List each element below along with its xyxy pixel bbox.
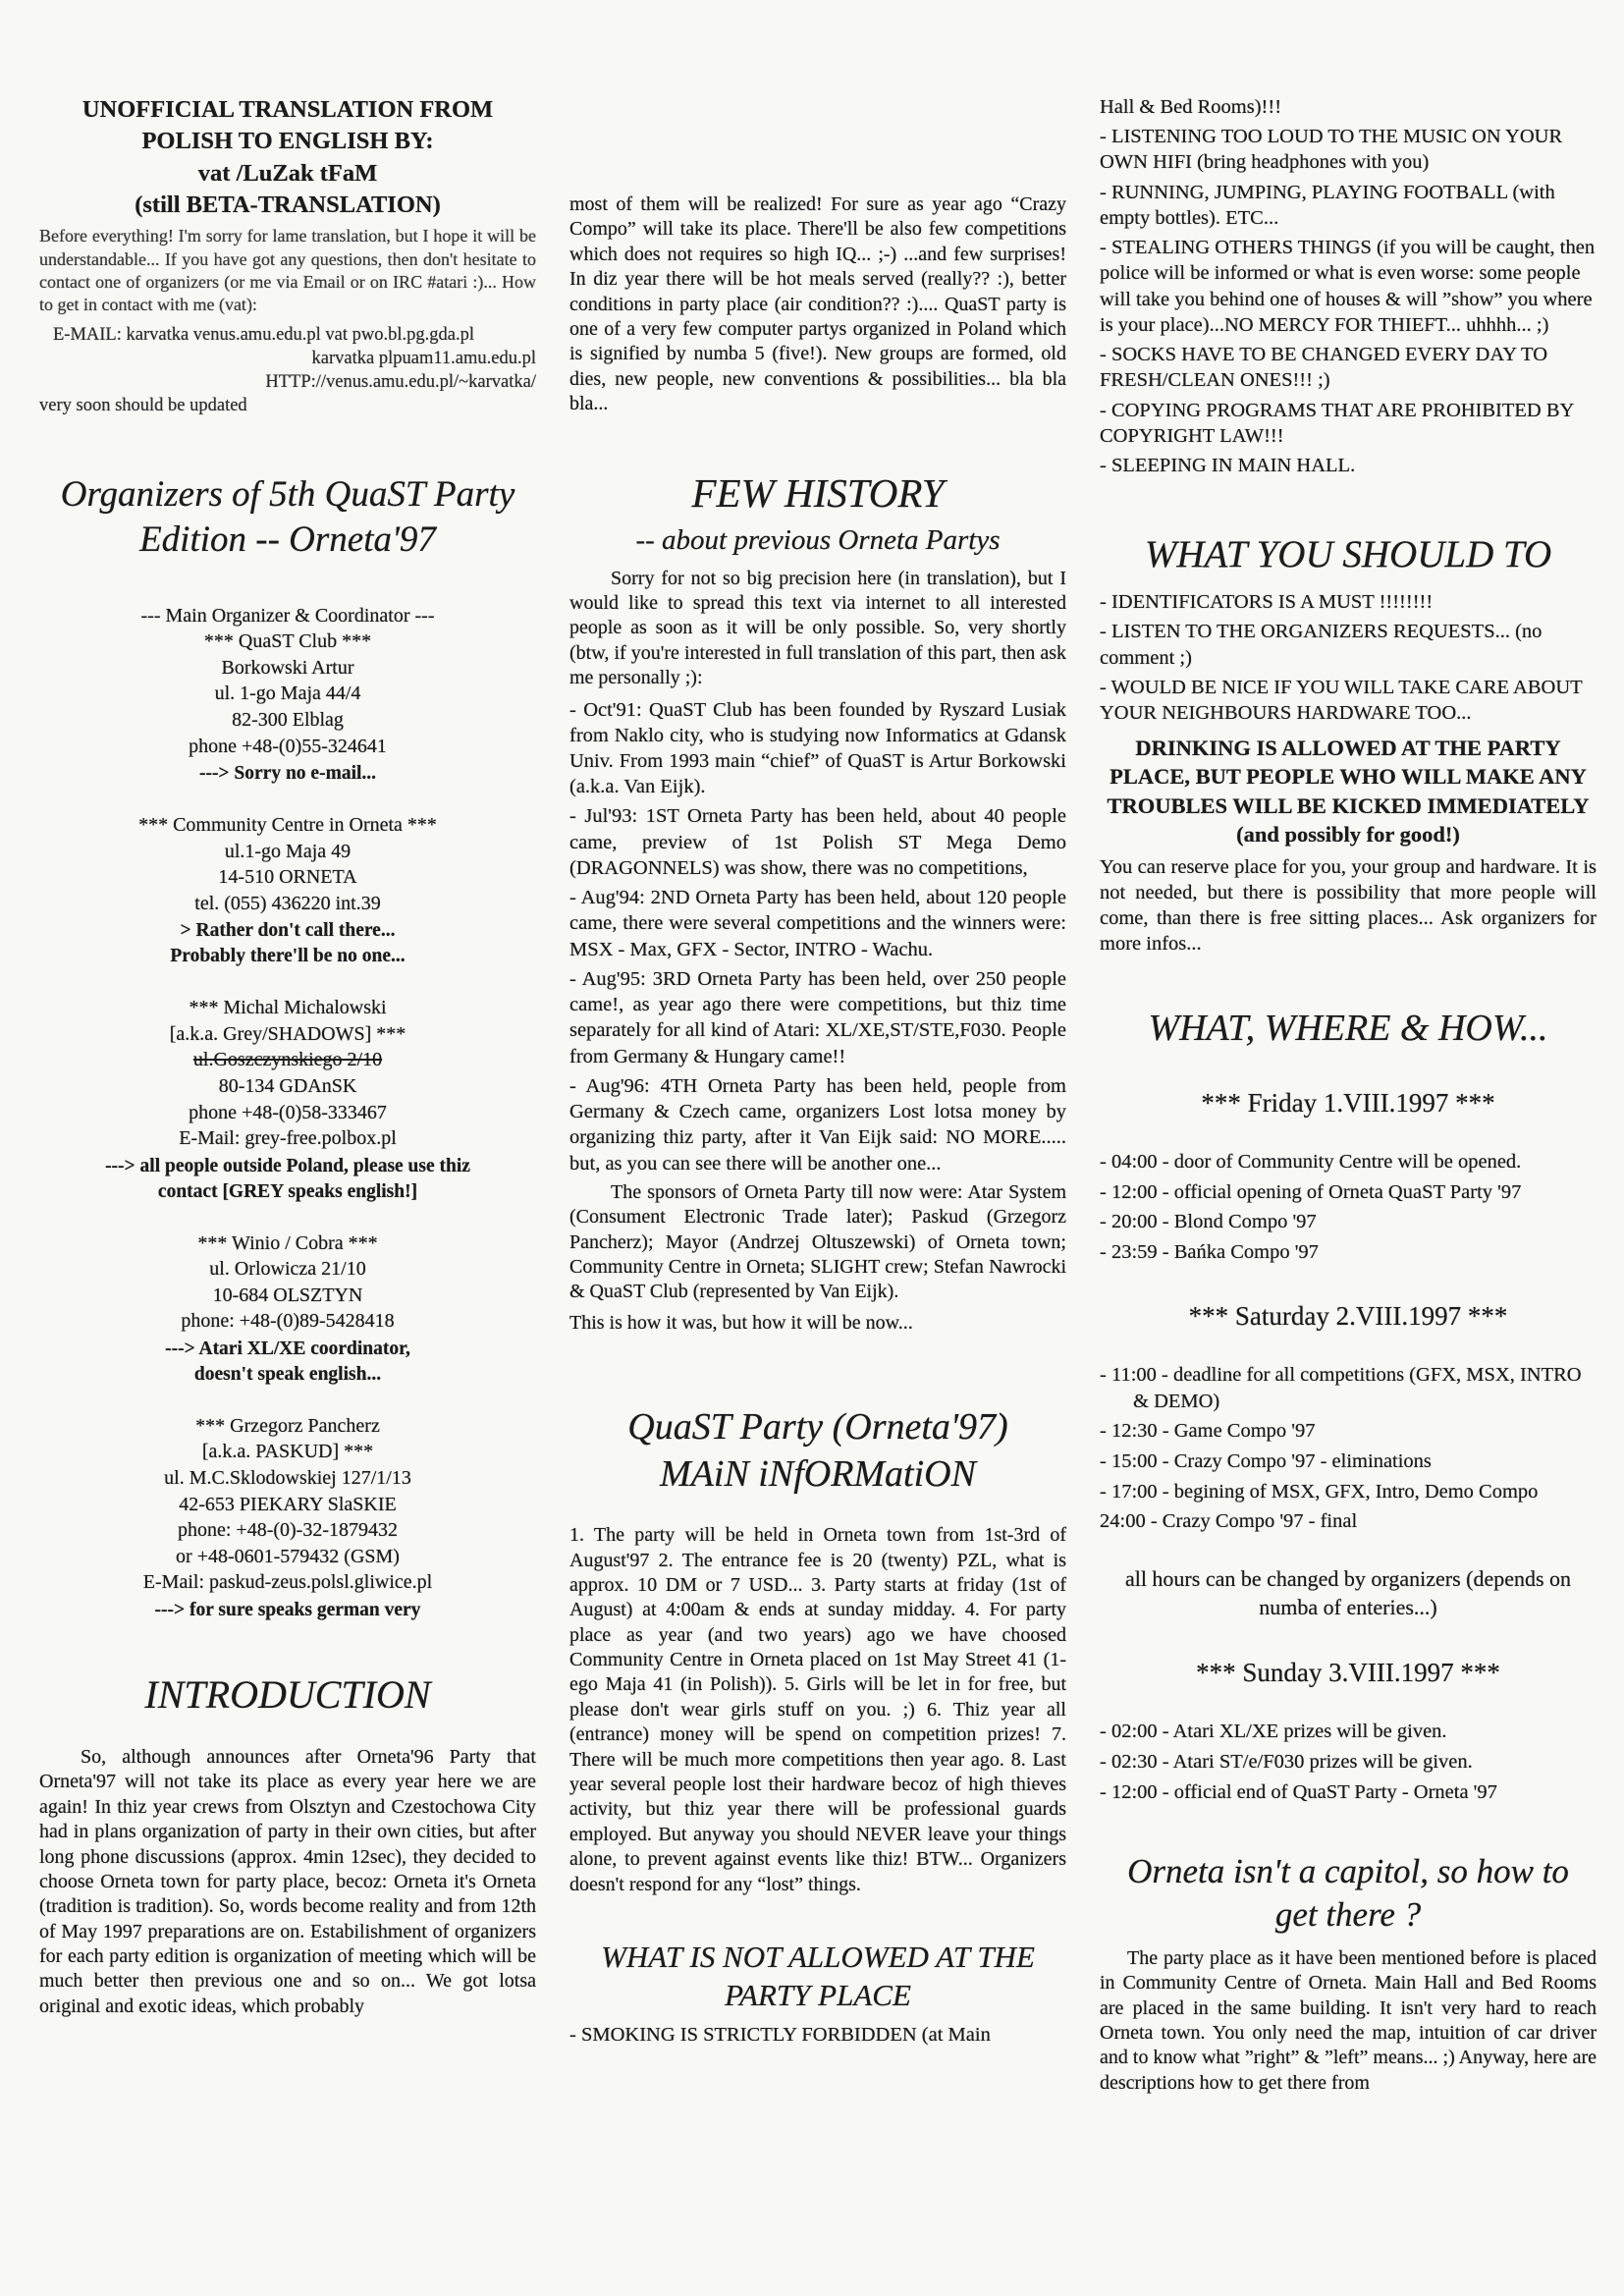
organizer-line: 42-653 PIEKARY SlaSKIE bbox=[179, 1493, 397, 1515]
middle-column bbox=[569, 94, 1066, 2102]
how-to-get-heading-line1: Orneta isn't a capitol, so how to bbox=[1127, 1852, 1569, 1891]
schedule-item: - 23:59 - Bańka Compo '97 bbox=[1100, 1241, 1319, 1264]
organizer-note: ---> Sorry no e-mail... bbox=[198, 763, 377, 785]
contact-email-line: E-MAIL: karvatka venus.amu.edu.pl vat pwo.bl.pg.gda.pl bbox=[53, 324, 474, 345]
organizer-winio-cobra bbox=[39, 1230, 536, 1388]
not-allowed-item: - COPYING PROGRAMS THAT ARE PROHIBITED BY COPYRIGHT LAW!!! bbox=[1100, 399, 1574, 447]
not-allowed-item: - STEALING OTHERS THINGS (if you will be caught, then police will be informed or what is even worse: some people will take you behind one of houses & will ”show” you where is your place)...NO MERCY FOR THIEFT... uhhhh... ;) bbox=[1100, 237, 1596, 336]
what-where-how-heading: WHAT, WHERE & HOW... bbox=[1148, 1008, 1548, 1050]
schedule-item: - 11:00 - deadline for all competitions (GFX, MSX, INTRO & DEMO) bbox=[1100, 1363, 1582, 1412]
organizer-line: phone +48-(0)58-333467 bbox=[189, 1101, 387, 1123]
translation-header-line: UNOFFICIAL TRANSLATION FROM bbox=[81, 96, 494, 123]
main-information-paragraph: 1. The party will be held in Orneta town from 1st-3rd of August'97 2. The entrance fee is 20 (twenty) PZL, what is approx. 10 DM or 7 USD... 3. Party starts at friday (1st of August) at 4:00am & ends at sunday midday. 4. For party place as year (and two years) ago we have choosed Community Centre in Orneta placed on 1st May Street 41 (1-ego Maja 41 (in Polish)). 5. Girls will be let in for free, but please don't wear girls stuff on you. ;) 6. Thiz year all (entrance) money will be spend on competition prizes! 7. There will be much more competitions then year ago. 8. Last year several people lost their hardware becoz of high thieves activity, but thiz year there will be professional guards employed. But anyway you should NEVER leave your things alone, to prevent against events like thiz! BTW... Organizers doesn't respond for any “lost” things. bbox=[569, 1524, 1066, 1895]
introduction-heading: INTRODUCTION bbox=[144, 1671, 431, 1717]
few-history-heading: FEW HISTORY bbox=[691, 469, 945, 516]
organizer-line: [a.k.a. PASKUD] *** bbox=[201, 1441, 374, 1463]
history-closing-line: This is how it was, but how it will be now... bbox=[569, 1311, 913, 1334]
what-you-should-heading: WHAT YOU SHOULD TO bbox=[1144, 533, 1552, 576]
history-item: - Oct'91: QuaST Club has been founded by Ryszard Lusiak from Naklo city, who is studying now Informatics at Gdansk Univ. From 1993 main “chief” of QuaST is Artur Borkowski (a.k.a. Van Eijk). bbox=[569, 698, 1066, 798]
not-allowed-heading-line1: WHAT IS NOT ALLOWED AT THE bbox=[601, 1939, 1035, 1974]
left-column bbox=[39, 94, 536, 2102]
history-item: - Aug'96: 4TH Orneta Party has been held, people from Germany & Czech came, organizers Lost lotsa money by organizing thiz party, after it Van Eijk said: NO MORE..... but, as you can see there will be another one... bbox=[569, 1074, 1066, 1175]
translation-header bbox=[39, 94, 536, 221]
schedule-item: - 12:00 - official end of QuaST Party - Orneta '97 bbox=[1100, 1780, 1497, 1803]
how-to-get-paragraph: The party place as it have been mentioned before is placed in Community Centre of Orneta. Main Hall and Bed Rooms are placed in the same building. It isn't very hard to reach Orneta town. You only need the map, intuition of car driver and to know what ”right” & ”left” means... ;) Anyway, here are descriptions how to get there from bbox=[1100, 1946, 1597, 2094]
reserve-note: You can reserve place for you, your group and hardware. It is not needed, but there is possibility that more people will come, than there is free sitting places... Ask organizers for more infos... bbox=[1100, 856, 1597, 956]
organizer-line: *** QuaST Club *** bbox=[203, 630, 372, 653]
schedule-item: - 12:00 - official opening of Orneta QuaST Party '97 bbox=[1100, 1180, 1522, 1203]
organizer-note: > Rather don't call there... bbox=[180, 920, 396, 942]
not-allowed-item: - SLEEPING IN MAIN HALL. bbox=[1100, 455, 1356, 477]
sunday-schedule bbox=[1100, 1719, 1597, 1805]
schedule-item: - 02:00 - Atari XL/XE prizes will be given. bbox=[1100, 1721, 1447, 1743]
organizer-lines bbox=[39, 603, 536, 760]
organizer-line: ul. 1-go Maja 44/4 bbox=[214, 683, 361, 705]
organizer-quast-club bbox=[39, 603, 536, 787]
history-item: - Aug'95: 3RD Orneta Party has been held, over 250 people came!, as year ago there were competitions, but thiz time separately for all kind of Atari: XL/XE,ST/STE,F030. People from Germany & Hungary came!! bbox=[569, 967, 1066, 1067]
organizer-line: *** Winio / Cobra *** bbox=[197, 1231, 378, 1254]
schedule-item: - 15:00 - Crazy Compo '97 - eliminations bbox=[1100, 1449, 1432, 1472]
history-item: - Aug'94: 2ND Orneta Party has been held, about 120 people came, there were several competitions and the winners were: MSX - Max, GFX - Sector, INTRO - Wachu. bbox=[569, 887, 1066, 960]
not-allowed-item: - SOCKS HAVE TO BE CHANGED EVERY DAY TO FRESH/CLEAN ONES!!! ;) bbox=[1100, 344, 1547, 392]
organizer-note: Probably there'll be no one... bbox=[170, 946, 406, 967]
should-item: - WOULD BE NICE IF YOU WILL TAKE CARE ABOUT YOUR NEIGHBOURS HARDWARE TOO... bbox=[1100, 676, 1583, 724]
organizer-lines bbox=[39, 1413, 536, 1596]
organizer-lines bbox=[39, 995, 536, 1047]
organizer-michalowski bbox=[39, 995, 536, 1204]
organizer-line: or +48-0601-579432 (GSM) bbox=[176, 1545, 400, 1567]
organizer-community-centre bbox=[39, 812, 536, 969]
organizer-line: Borkowski Artur bbox=[221, 656, 354, 679]
not-allowed-items bbox=[1100, 124, 1597, 478]
few-history-items bbox=[569, 697, 1066, 1176]
not-allowed-item: - LISTENING TOO LOUD TO THE MUSIC ON YOUR OWN HIFI (bring headphones with you) bbox=[1100, 126, 1563, 174]
organizer-lines bbox=[39, 812, 536, 916]
schedule-item: - 20:00 - Blond Compo '97 bbox=[1100, 1211, 1317, 1233]
organizer-line: phone: +48-(0)89-5428418 bbox=[181, 1310, 395, 1333]
organizer-notes bbox=[39, 761, 536, 787]
organizer-note: doesn't speak english... bbox=[193, 1363, 382, 1385]
organizer-line: ul. M.C.Sklodowskiej 127/1/13 bbox=[164, 1467, 411, 1490]
schedule-item: 24:00 - Crazy Compo '97 - final bbox=[1100, 1510, 1358, 1533]
organizer-notes bbox=[39, 1154, 536, 1205]
not-allowed-heading-line2: PARTY PLACE bbox=[725, 1977, 911, 2012]
saturday-schedule bbox=[1100, 1362, 1597, 1535]
organizer-pancherz bbox=[39, 1413, 536, 1623]
contact-url-line: HTTP://venus.amu.edu.pl/~karvatka/ bbox=[265, 371, 536, 392]
organizer-line: *** Michal Michalowski bbox=[189, 997, 387, 1019]
not-allowed-first-item: - SMOKING IS STRICTLY FORBIDDEN (at Main bbox=[569, 2024, 991, 2047]
should-item: - LISTEN TO THE ORGANIZERS REQUESTS... (no comment ;) bbox=[1100, 621, 1543, 669]
organizer-notes bbox=[39, 918, 536, 969]
main-info-heading-line1: QuaST Party (Orneta'97) bbox=[627, 1406, 1008, 1449]
main-information-heading bbox=[569, 1404, 1066, 1498]
few-history-subheading: -- about previous Orneta Partys bbox=[635, 523, 1001, 556]
sponsors-paragraph: The sponsors of Orneta Party till now were: Atar System (Consument Electronic Trade later); Paskud (Grzegorz Pancherz); Mayor (Andrzej Oltuszewski) of Orneta town; Community Centre in Orneta; SLIGHT crew; Stefan Nawrocki & QuaST Club (represented by Van Eijk). bbox=[569, 1180, 1066, 1303]
friday-schedule bbox=[1100, 1149, 1597, 1266]
organizer-line: 10-684 OLSZTYN bbox=[212, 1284, 363, 1306]
organizer-lines bbox=[39, 1073, 536, 1152]
organizer-line: --- Main Organizer & Coordinator --- bbox=[140, 604, 435, 627]
main-info-heading-line2: MAiN iNfORMatiON bbox=[660, 1452, 976, 1495]
organizer-line: ul. Orlowicza 21/10 bbox=[209, 1258, 366, 1281]
schedule-item: - 17:00 - begining of MSX, GFX, Intro, Demo Compo bbox=[1100, 1480, 1539, 1503]
contact-email-line: karvatka plpuam11.amu.edu.pl bbox=[311, 348, 536, 368]
not-allowed-continued-block bbox=[1100, 94, 1597, 120]
organizer-line: tel. (055) 436220 int.39 bbox=[194, 892, 381, 914]
not-allowed-continuation: Hall & Bed Rooms)!!! bbox=[1100, 96, 1282, 118]
middle-opening-paragraph: most of them will be realized! For sure as year ago “Crazy Compo” will take its place. There'll be also few competitions which does not requires so high IQ... ;-) ...and few surprises! In diz year there will be hot meals served (really?? :), better conditions in party place (air condition?? :).... QuaST party is one of a very few computer partys organized in Poland which is signified by numba 5 (five!). New groups are formed, old dies, new people, new conventions & possibilities... bla bla bla... bbox=[569, 193, 1066, 415]
organizer-line: 82-300 Elblag bbox=[232, 708, 344, 731]
organizer-note: ---> all people outside Poland, please use thiz bbox=[105, 1155, 470, 1176]
schedule-item: - 12:30 - Game Compo '97 bbox=[1100, 1420, 1316, 1443]
translation-note: Before everything! I'm sorry for lame translation, but I hope it will be understandable... If you have got any questions, then don't hesitate to contact one of organizers (or me via Email or on IRC #atari :)... How to get in contact with me (vat): bbox=[39, 226, 536, 315]
organizer-note: contact [GREY speaks english!] bbox=[157, 1180, 418, 1202]
organizer-strikethrough-address: ul.Goszczynskiego 2/10 bbox=[192, 1049, 383, 1071]
sunday-heading: *** Sunday 3.VIII.1997 *** bbox=[1196, 1658, 1500, 1688]
how-to-get-heading-line2: get there ? bbox=[1274, 1895, 1422, 1935]
organizers-heading bbox=[39, 472, 536, 564]
introduction-paragraph: So, although announces after Orneta'96 Party that Orneta'97 will not take its place as every year here we are again! In thiz year crews from Olsztyn and Czestochowa City had in plans organization of party in their own cities, but after long phone discussions (approx. 4min 12sec), they decided to choose Orneta town for party place, becoz: Orneta it's Orneta (tradition is tradition). So, words become reality and from 12th of May 1997 preparations are on. Estabilishment of organizers for each party edition is organization of meeting which will be much better then previous one and so on... We got lotsa original and exotic ideas, which probably bbox=[39, 1745, 536, 2017]
friday-heading: *** Friday 1.VIII.1997 *** bbox=[1201, 1087, 1495, 1118]
should-item: - IDENTIFICATORS IS A MUST !!!!!!!! bbox=[1100, 591, 1434, 614]
organizer-notes bbox=[39, 1598, 536, 1623]
organizer-line: ul.1-go Maja 49 bbox=[224, 840, 352, 862]
organizers-heading-line1: Organizers of 5th QuaST Party bbox=[60, 474, 515, 516]
saturday-heading: *** Saturday 2.VIII.1997 *** bbox=[1188, 1300, 1508, 1331]
organizer-line: 14-510 ORNETA bbox=[218, 866, 357, 889]
right-column bbox=[1100, 94, 1597, 2102]
organizer-lines bbox=[39, 1230, 536, 1335]
translation-header-line: (still BETA-TRANSLATION) bbox=[135, 191, 441, 218]
how-to-get-heading bbox=[1100, 1850, 1597, 1937]
not-allowed-item: - RUNNING, JUMPING, PLAYING FOOTBALL (with empty bottles). ETC... bbox=[1100, 181, 1555, 229]
organizer-line: *** Grzegorz Pancherz bbox=[195, 1414, 380, 1437]
not-allowed-heading bbox=[569, 1939, 1066, 2015]
organizer-line: phone +48-(0)55-324641 bbox=[189, 735, 387, 757]
few-history-intro: Sorry for not so big precision here (in translation), but I would like to spread this text via internet to all interested people as soon as it will be only possible. So, very shortly (btw, if you're interested in full translation of this part, then ask me personally ;): bbox=[569, 567, 1066, 689]
contact-update-note: very soon should be updated bbox=[39, 396, 247, 416]
organizer-line: E-Mail: grey-free.polbox.pl bbox=[179, 1127, 397, 1150]
drinking-notice: DRINKING IS ALLOWED AT THE PARTY PLACE, BUT PEOPLE WHO WILL MAKE ANY TROUBLES WILL BE KICKED IMMEDIATELY (and possibly for good!) bbox=[1107, 736, 1590, 847]
schedule-item: - 04:00 - door of Community Centre will be opened. bbox=[1100, 1151, 1522, 1174]
organizer-line: *** Community Centre in Orneta *** bbox=[138, 814, 437, 837]
organizer-note: ---> for sure speaks german very bbox=[154, 1600, 421, 1621]
organizer-line: phone: +48-(0)-32-1879432 bbox=[177, 1519, 398, 1542]
what-you-should-items bbox=[1100, 589, 1597, 726]
organizers-heading-line2: Edition -- Orneta'97 bbox=[139, 519, 436, 561]
schedule-item: - 02:30 - Atari ST/e/F030 prizes will be given. bbox=[1100, 1751, 1473, 1774]
organizer-note: ---> Atari XL/XE coordinator, bbox=[165, 1339, 410, 1360]
organizer-line: 80-134 GDAnSK bbox=[218, 1075, 357, 1098]
three-column-layout bbox=[39, 94, 1597, 2102]
translation-header-line: POLISH TO ENGLISH BY: bbox=[141, 128, 434, 155]
organizer-line: [a.k.a. Grey/SHADOWS] *** bbox=[169, 1022, 406, 1045]
organizer-notes bbox=[39, 1337, 536, 1388]
translation-header-line: vat /LuZak tFaM bbox=[197, 159, 378, 187]
contact-block bbox=[39, 323, 536, 417]
history-item: - Jul'93: 1ST Orneta Party has been held, about 40 people came, preview of 1st Polish ST Mega Demo (DRAGONNELS) was show, there was no competitions, bbox=[569, 805, 1066, 879]
organizer-line: E-Mail: paskud-zeus.polsl.gliwice.pl bbox=[142, 1571, 433, 1594]
hours-change-note: all hours can be changed by organizers (depends on numba of enteries...) bbox=[1124, 1565, 1572, 1620]
